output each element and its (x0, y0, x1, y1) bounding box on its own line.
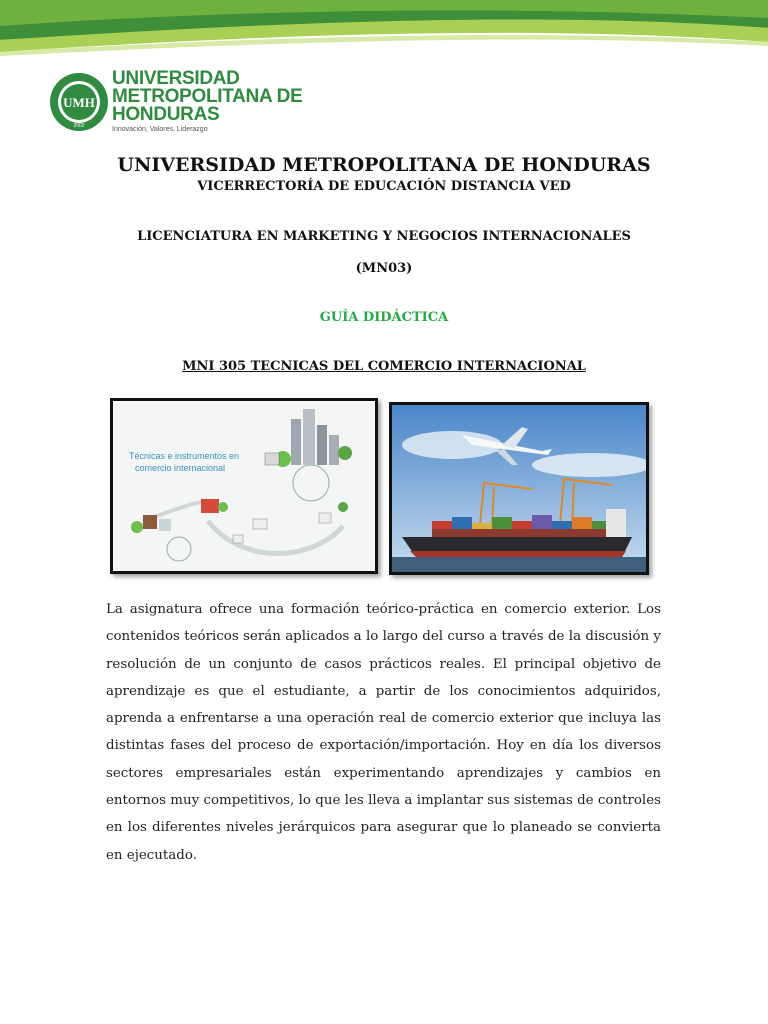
university-title: UNIVERSIDAD METROPOLITANA DE HONDURAS (117, 154, 651, 176)
illustration-caption-1: Técnicas e instrumentos en (129, 451, 240, 461)
logo-line-3: HONDURAS (112, 104, 220, 125)
logo-seal-year: 2002 (73, 123, 85, 129)
logo-wordmark (112, 70, 312, 133)
illustration-caption-2: comercio internacional (135, 463, 226, 473)
program-title: LICENCIATURA EN MARKETING Y NEGOCIOS INTERNACIONALES (137, 229, 631, 244)
photo-cargo-ship-airplane (389, 402, 649, 575)
logo-line-2: METROPOLITANA DE (112, 86, 303, 107)
program-code: (MN03) (355, 261, 413, 276)
logo-seal-text: UMH (63, 95, 95, 110)
top-banner (0, 0, 768, 60)
course-description: La asignatura ofrece una formación teórico-práctica en comercio exterior. Los contenidos teóricos serán aplicados a lo largo del curso a través de la discusión y resolución de un conjunto de casos prácticos reales. El principal objetivo de aprendizaje es que el estudiante, a partir de los conocimientos adquiridos, aprenda a enfrentarse a una operación real de comercio exterior que incluya las distintas fases del proceso de exportación/importación. Hoy en día los diversos sectores empresariales están experimentando aprendizajes y cambios en entornos muy competitivos, lo que les lleva a implantar sus sistemas de controles en los diferentes niveles jerárquicos para asegurar que lo planeado se convierta en ejecutado. (106, 602, 661, 863)
logo-line-1: UNIVERSIDAD (112, 68, 240, 89)
illustration-trade-techniques (110, 398, 378, 574)
course-title: MNI 305 TECNICAS DEL COMERCIO INTERNACIONAL (182, 359, 586, 374)
logo-tagline: Innovación, Valores, Liderazgo (112, 126, 208, 133)
vice-rectory-title: VICERRECTORÍA DE EDUCACIÓN DISTANCIA VED (197, 179, 571, 194)
guide-heading: GUÍA DIDÁCTICA (319, 310, 449, 325)
